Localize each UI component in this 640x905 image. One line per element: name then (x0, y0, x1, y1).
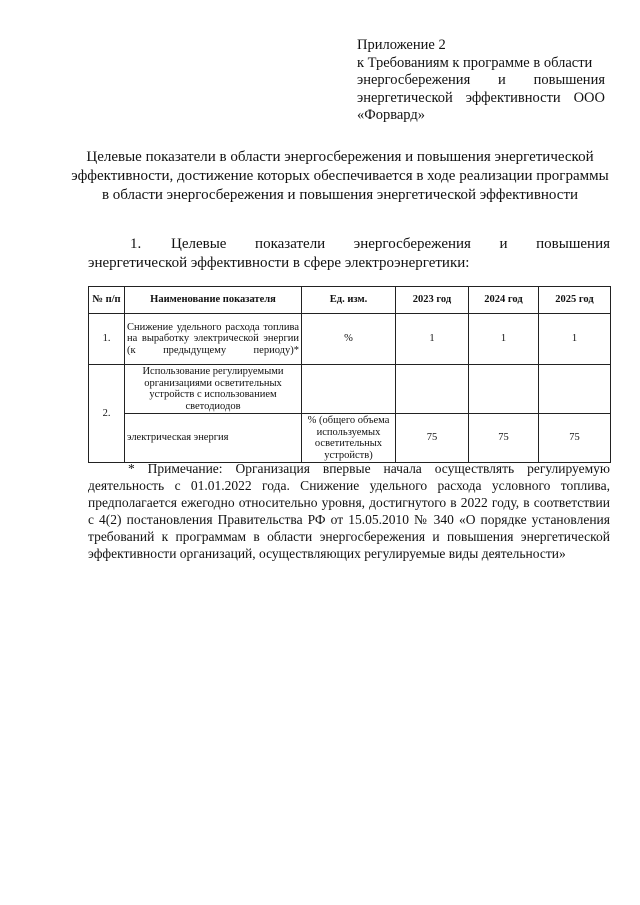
appendix-title: Приложение 2 (357, 37, 446, 53)
empty-cell (396, 365, 469, 414)
table-row (89, 414, 611, 463)
table-row (89, 314, 611, 365)
appendix-line: энергетической эффективности ООО (357, 89, 605, 106)
row-2023: 1 (396, 314, 469, 365)
header-2025: 2025 год (539, 287, 611, 314)
appendix-line: «Форвард» (357, 107, 425, 124)
header-unit: Ед. изм. (302, 287, 396, 314)
header-name: Наименование показателя (125, 287, 302, 314)
row-2024: 1 (469, 314, 539, 365)
row-2025: 1 (539, 314, 611, 365)
section-heading (88, 235, 610, 272)
section-text: Целевые показатели энергосбережения и повышения энергетической эффективности в сфере электроэнергетики: (88, 236, 610, 271)
row-2023: 75 (396, 414, 469, 463)
row-name: Снижение удельного расхода топлива на выработку электрической энергии (к предыдущему периоду)* (125, 314, 302, 365)
row-subname: электрическая энергия (125, 414, 302, 463)
row-num: 1. (89, 314, 125, 365)
appendix-line: энергосбережения и повышения (357, 72, 605, 89)
empty-cell (302, 365, 396, 414)
footnote: * Примечание: Организация впервые начала осуществлять регулируемую деятельность с 01.01.2022 года. Снижение удельного расхода условного топлива, предполагается ежегодно относительно уровня, достигнутого в 2022 году, в соответствии с 4(2) постановления Правительства РФ от 15.05.2010 № 340 «О порядке установления требований к программам в области энергосбережения и повышения энергетической эффективности организаций, осуществляющих регулируемые виды деятельности» (88, 461, 610, 561)
row-2024: 75 (469, 414, 539, 463)
appendix-header (357, 37, 605, 125)
appendix-line: к Требованиям к программе в области (357, 54, 593, 71)
section-number: 1. (130, 236, 142, 252)
row-unit: % (302, 314, 396, 365)
row-name: Использование регулируемыми организациями осветительных устройств с использованием светодиодов (125, 365, 302, 414)
document-title: Целевые показатели в области энергосбережения и повышения энергетической эффективности, достижение которых обеспечивается в ходе реализации программы в области энергосбережения и повышения энергетической эффективности (71, 149, 609, 203)
empty-cell (539, 365, 611, 414)
row-subunit: % (общего объема используемых осветительных устройств) (302, 414, 396, 463)
header-2023: 2023 год (396, 287, 469, 314)
table-row (89, 365, 611, 414)
header-num: № п/п (89, 287, 125, 314)
empty-cell (469, 365, 539, 414)
header-2024: 2024 год (469, 287, 539, 314)
row-num: 2. (89, 365, 125, 463)
row-2025: 75 (539, 414, 611, 463)
indicators-table (88, 286, 611, 463)
